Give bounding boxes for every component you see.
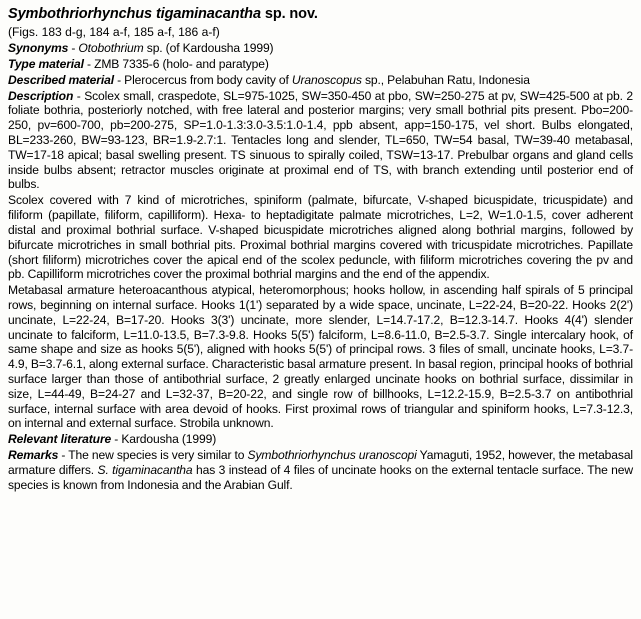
type-material-dash: - [83,56,95,71]
type-material-text: ZMB 7335-6 (holo- and paratype) [94,56,269,71]
remarks-species-1: Symbothriorhynchus uranoscopi [247,448,417,463]
description-label: Description [8,88,74,103]
described-material-host: Uranoscopus [291,72,362,87]
section-remarks [8,448,633,492]
described-material-text-2: sp., Pelabuhan Ratu, Indonesia [361,72,530,87]
section-description [8,89,633,193]
page-title [8,6,633,23]
relevant-literature-label: Relevant literature [8,432,112,447]
remarks-text-3: has 3 instead of 4 files of uncinate hooks on the external tentacle surface. The new species is known from Indonesia and the Arabian Gulf. [8,462,634,492]
remarks-species-2: S. tigaminacantha [97,462,193,477]
remarks-text-1: The new species is very similar to [68,448,248,463]
remarks-dash: - [58,448,69,463]
type-material-label: Type material [8,56,84,71]
description-text: Scolex small, craspedote, SL=975-1025, SW=350-450 at pbo, SW=250-275 at pv, SW=425-500 at pb. 2 foliate bothria, posteriorly notched, with free lateral and posterior margins; very small bothrial pits present. Pbo=200-250, pv=600-700, pb=200-275, SP=1.0-1.3:3.0-3.5:1.0-1.4, ppb absent, app=150-175, vel short. Bulbs elongated, BL=233-260, BW=93-123, BR=1.9-2.7:1. Tentacles long and slender, TL=650, TW=54 basal, TW=39-40 metabasal, TW=17-18 apical; basal swelling present. TS sinuous to spirally coiled, TSW=13-17. Prebulbar organs and gland cells inside bulbs absent; retractor muscles originate at proximal end of TS, with branch extending until posterior end of bulbs. [8,88,633,192]
section-type-material [8,57,633,72]
paragraph-microtriches: Scolex covered with 7 kind of microtriches, spiniform (palmate, bifurcate, V-shaped bicuspidate, tricuspidate) and filiform (papillate, filiform, capilliform). Hexa- to heptadigitate palmate microtriches, L=2, W=1.0-1.5, cover adherent distal and proximal bothrial surface. V-shaped bicuspidate microtriches aligned along bothrial margins, followed by bifurcate microtriches in small bothrial pits. Proximal bothrial margins covered with tricuspidate microtriches. Papillate (short filiform) microtriches cover the apical end of the scolex peduncle, with filiform microtriches covering the pv and pb. Capilliform microtriches cover the proximal bothrial margins and the end of the appendix. [8,193,633,282]
synonyms-label: Synonyms [8,41,69,56]
synonyms-genus: Otobothrium [78,41,144,56]
described-material-label: Described material [8,72,114,87]
relevant-literature-dash: - [111,432,122,447]
synonyms-text: sp. (of Kardousha 1999) [143,41,274,56]
described-material-text-1: Plerocercus from body cavity of [124,72,292,87]
section-synonyms [8,41,633,56]
section-described-material [8,73,633,88]
described-material-dash: - [113,72,125,87]
title-species-name: Symbothriorhynchus tigaminacantha [8,6,261,22]
description-dash: - [73,88,85,103]
remarks-label: Remarks [8,448,59,463]
section-relevant-literature [8,432,633,447]
synonyms-dash: - [68,41,79,56]
paragraph-armature: Metabasal armature heteroacanthous atypical, heteromorphous; hooks hollow, in ascending half spirals of 5 principal rows, beginning on internal surface. Hooks 1(1') separated by a wide space, uncinate, L=22-24, B=20-22. Hooks 2(2') uncinate, L=22-24, B=17-20. Hooks 3(3') uncinate, more slender, L=14.7-17.2, B=12.3-14.7. Hooks 4(4') slender uncinate to falciform, L=11.0-13.5, B=7.3-9.8. Hooks 5(5') falciform, L=8.6-11.0, B=2.5-3.7. Single intercalary hook, of same shape and size as hooks 5(5'), aligned with hooks 5(5') of principal rows. 3 files of small, uncinate hooks, L=3.7-4.9, B=3.7-6.1, along external surface. Characteristic basal armature present. In basal region, principal hooks of bothrial surface larger than those of antibothrial surface, 2 greatly enlarged uncinate hooks on bothrial surface, dissimilar in size, L=44-49, B=24-27 and L=32-37, B=20-22, and single row of billhooks, L=12.2-15.9, B=2.5-3.7 on antibothrial surface, internal surface with area devoid of hooks. First proximal rows of triangular and spiniform hooks, L=7.3-12.3, on internal and external surface. Strobila unknown. [8,283,633,431]
relevant-literature-text: Kardousha (1999) [121,432,217,447]
remarks-text-2: Yamaguti, 1952, however, the metabasal armature differs. [8,448,633,477]
figure-references: (Figs. 183 d-g, 184 a-f, 185 a-f, 186 a-f) [8,24,220,39]
title-suffix: sp. nov. [260,6,318,22]
